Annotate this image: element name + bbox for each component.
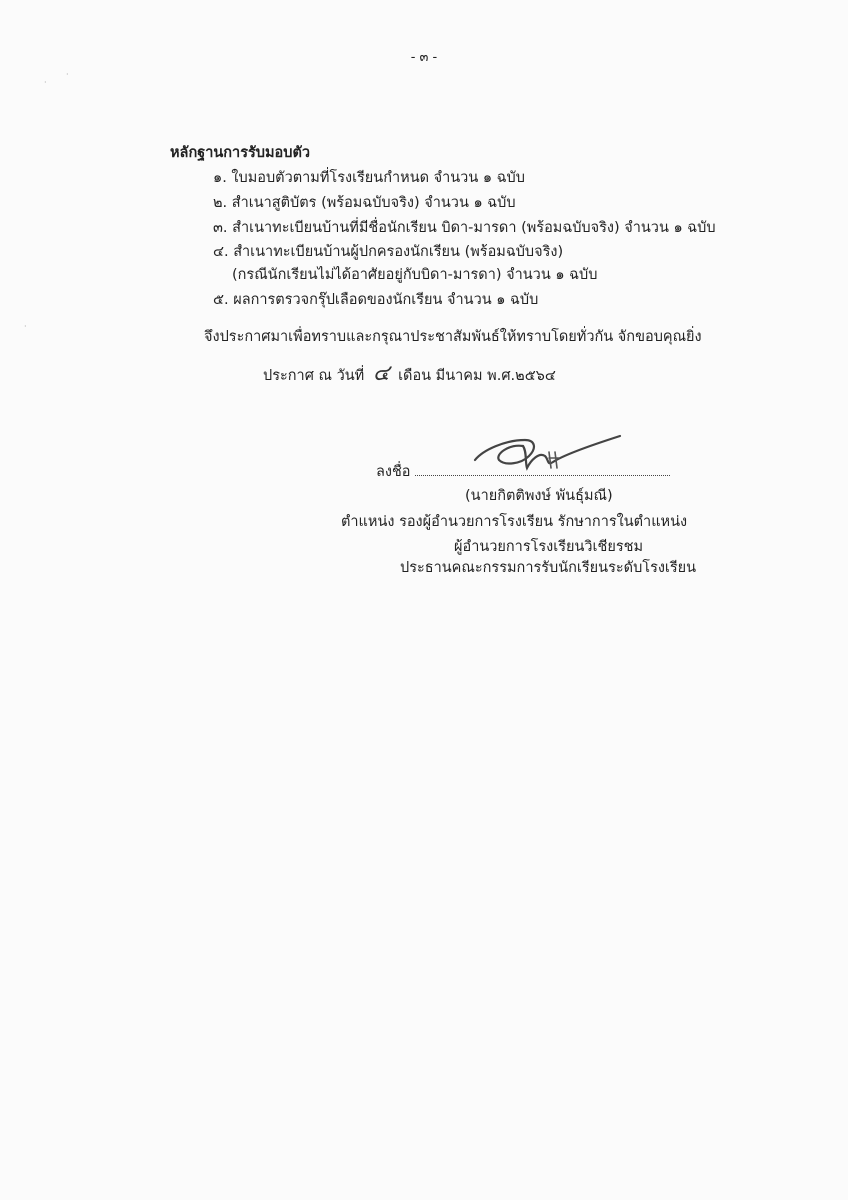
- list-item: ๑. ใบมอบตัวตามที่โรงเรียนกำหนด จำนวน ๑ ฉบับ: [213, 170, 525, 186]
- scan-speck: ·: [66, 70, 69, 79]
- list-item-continuation: (กรณีนักเรียนไม่ได้อาศัยอยู่กับบิดา-มารดา) จำนวน ๑ ฉบับ: [232, 267, 598, 283]
- signer-position-school: ผู้อำนวยการโรงเรียนวิเชียรชม: [454, 539, 644, 555]
- date-suffix: เดือน มีนาคม พ.ศ.๒๕๖๔: [398, 368, 556, 384]
- closing-statement: จึงประกาศมาเพื่อทราบและกรุณาประชาสัมพันธ์ให้ทราบโดยทั่วกัน จักขอบคุณยิ่ง: [204, 329, 702, 345]
- date-prefix: ประกาศ ณ วันที่: [263, 368, 365, 384]
- list-item: ๔. สำเนาทะเบียนบ้านผู้ปกครองนักเรียน (พร้อมฉบับจริง): [213, 244, 564, 260]
- signer-committee-role: ประธานคณะกรรมการรับนักเรียนระดับโรงเรียน: [400, 560, 697, 576]
- signer-name: (นายกิตติพงษ์ พันธุ์มณี): [465, 488, 613, 504]
- date-day-handwritten: ๔: [372, 361, 390, 386]
- announcement-date: [263, 361, 556, 386]
- scan-speck: ·: [24, 322, 27, 331]
- page-number: - ๓ -: [410, 50, 438, 65]
- list-item: ๕. ผลการตรวจกรุ๊ปเลือดของนักเรียน จำนวน ๑ ฉบับ: [213, 292, 539, 308]
- list-item: ๓. สำเนาทะเบียนบ้านที่มีชื่อนักเรียน บิดา-มารดา (พร้อมฉบับจริง) จำนวน ๑ ฉบับ: [213, 220, 716, 236]
- section-heading: หลักฐานการรับมอบตัว: [170, 145, 311, 161]
- signer-position: ตำแหน่ง รองผู้อำนวยการโรงเรียน รักษาการในตำแหน่ง: [341, 514, 688, 530]
- list-item: ๒. สำเนาสูติบัตร (พร้อมฉบับจริง) จำนวน ๑ ฉบับ: [213, 195, 516, 211]
- scan-speck: ·: [44, 78, 47, 87]
- handwritten-signature: [465, 422, 630, 482]
- signature-label: ลงชื่อ: [376, 464, 411, 480]
